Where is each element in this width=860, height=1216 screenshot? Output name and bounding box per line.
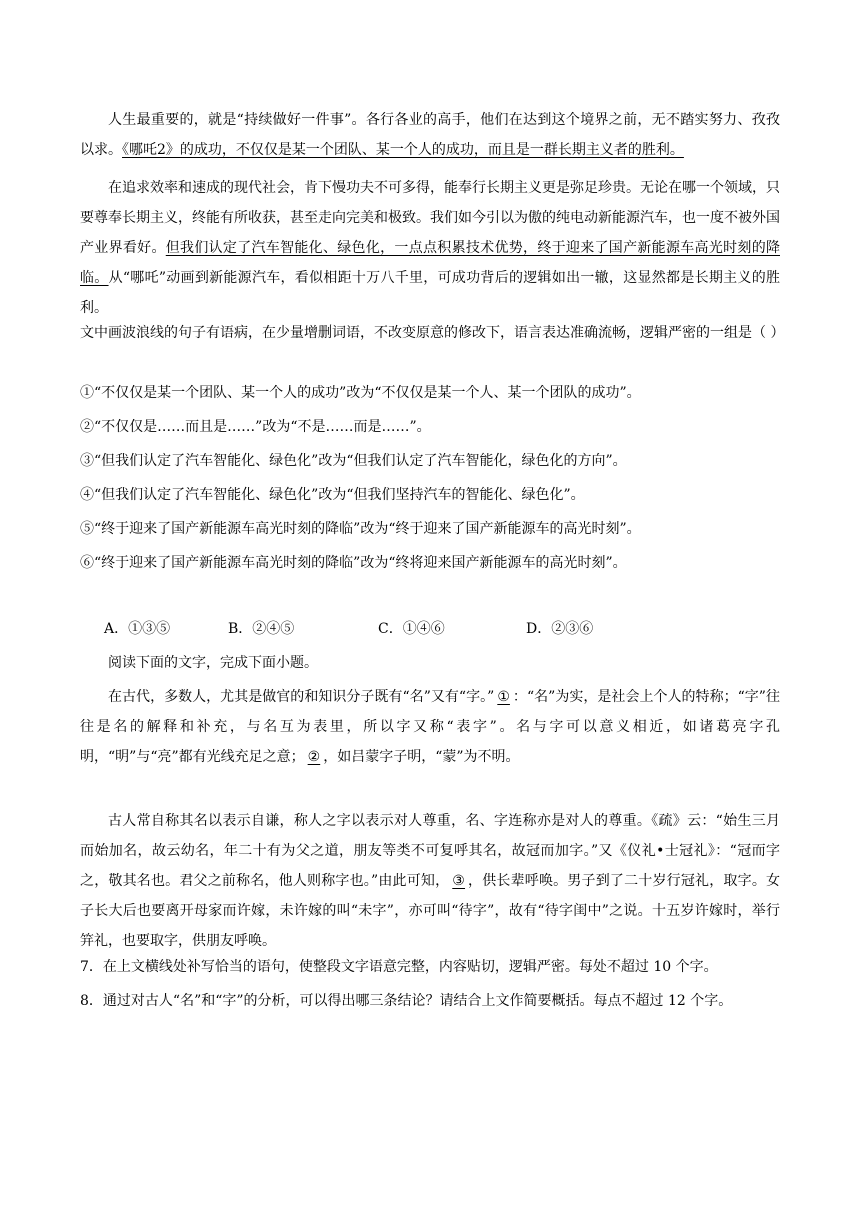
passage2-sentence: 在古代，多数人，尤其是做官的和知识分子既有“名”又有“字。”	[108, 689, 495, 705]
blank-1[interactable]: ①	[497, 689, 510, 705]
question-7: 7．在上文横线处补写恰当的语句，使整段文字语意完整，内容贴切，逻辑严密。每处不超过 10 个字。	[80, 959, 718, 975]
choice-c[interactable]: C．①④⑥	[378, 621, 445, 637]
passage2-sentence: ，如吕蒙字子明，“蒙”为不明。	[323, 749, 520, 765]
passage2-sentence: ：“名”为实，是社会上个人的特称；“字”往往是名的解释和补充，与名互为表里，所以字又称“表字”。名与字可以意义相近，如诸葛亮字孔明，“明”与“亮”都有光线充足之意；	[80, 689, 780, 765]
passage1-paragraph2	[80, 173, 780, 323]
wavy-underlined-sentence-1: 《哪吒2》的成功，不仅仅是某一个团队、某一个人的成功，而且是一群长期主义者的胜利。	[122, 142, 684, 158]
option-5: ⑤“终于迎来了国产新能源车高光时刻的降临”改为“终于迎来了国产新能源车的高光时刻”。	[80, 521, 641, 537]
passage2-paragraph1	[80, 682, 780, 772]
passage2-sentence: 古人常自称其名以表示自谦，称人之字以表示对人尊重，名、字连称亦是对人的尊重。《疏》云：“始生三月而始加名，故云幼名，年二十有为父之道，朋友等类不可复呼其名，故冠而加字。”又《仪礼•士冠礼》：“冠而字之，敬其名也。君父之前称名，他人则称字也。”由此可知，	[80, 813, 780, 889]
passage2-paragraph2	[80, 806, 780, 956]
choice-d[interactable]: D．②③⑥	[526, 621, 594, 637]
passage2-sentence: ，供长辈呼唤。男子到了二十岁行冠礼，取字。女子长大后也要离开母家而许嫁，未许嫁的叫“未字”，亦可叫“待字”，故有“待字闺中”之说。十五岁许嫁时，举行笄礼，也要取字，供朋友呼唤。	[80, 873, 781, 949]
passage1-sentence: 人生最重要的，就是“持续做好一件事”。各行各业的高手，他们在达到这个境界之前，无不踏实努力、孜孜以求。	[80, 112, 780, 158]
option-4: ④“但我们认定了汽车智能化、绿色化”改为“但我们坚持汽车的智能化、绿色化”。	[80, 487, 585, 503]
question-stem: 文中画波浪线的句子有语病，在少量增删词语，不改变原意的修改下，语言表达准确流畅，逻辑严密的一组是（ ）	[80, 325, 785, 341]
option-6: ⑥“终于迎来了国产新能源车高光时刻的降临”改为“终将迎来国产新能源车的高光时刻”。	[80, 555, 627, 571]
choice-b[interactable]: B．②④⑤	[228, 621, 295, 637]
passage1-sentence: 从“哪吒”动画到新能源汽车，看似相距十万八千里，可成功背后的逻辑如出一辙，这显然都是长期主义的胜利。	[80, 270, 781, 316]
answer-choices	[104, 614, 744, 644]
question-8: 8．通过对古人“名”和“字”的分析，可以得出哪三条结论？请结合上文作简要概括。每点不超过 12 个字。	[80, 993, 733, 1009]
passage1-paragraph1	[80, 105, 780, 165]
blank-3[interactable]: ③	[452, 873, 466, 889]
wavy-underlined-sentence-2: 但我们认定了汽车智能化、绿色化，一点点积累技术优势，终于迎来了国产新能源车高光时刻的降临。	[80, 240, 780, 286]
option-3: ③“但我们认定了汽车智能化、绿色化”改为“但我们认定了汽车智能化，绿色化的方向”。	[80, 453, 627, 469]
passage2-intro: 阅读下面的文字，完成下面小题。	[108, 655, 318, 671]
passage1-sentence: 在追求效率和速成的现代社会，肯下慢功夫不可多得，能奉行长期主义更是弥足珍贵。无论在哪一个领域，只要尊奉长期主义，终能有所收获，甚至走向完美和极致。我们如今引以为傲的纯电动新能源汽车，也一度不被外国产业界看好。	[80, 180, 780, 256]
option-2: ②“不仅仅是……而且是……”改为“不是……而是……”。	[80, 419, 431, 435]
choice-a[interactable]: A．①③⑤	[104, 621, 171, 637]
option-1: ①“不仅仅是某一个团队、某一个人的成功”改为“不仅仅是某一个人、某一个团队的成功”。	[80, 385, 641, 401]
blank-2[interactable]: ②	[307, 749, 321, 765]
